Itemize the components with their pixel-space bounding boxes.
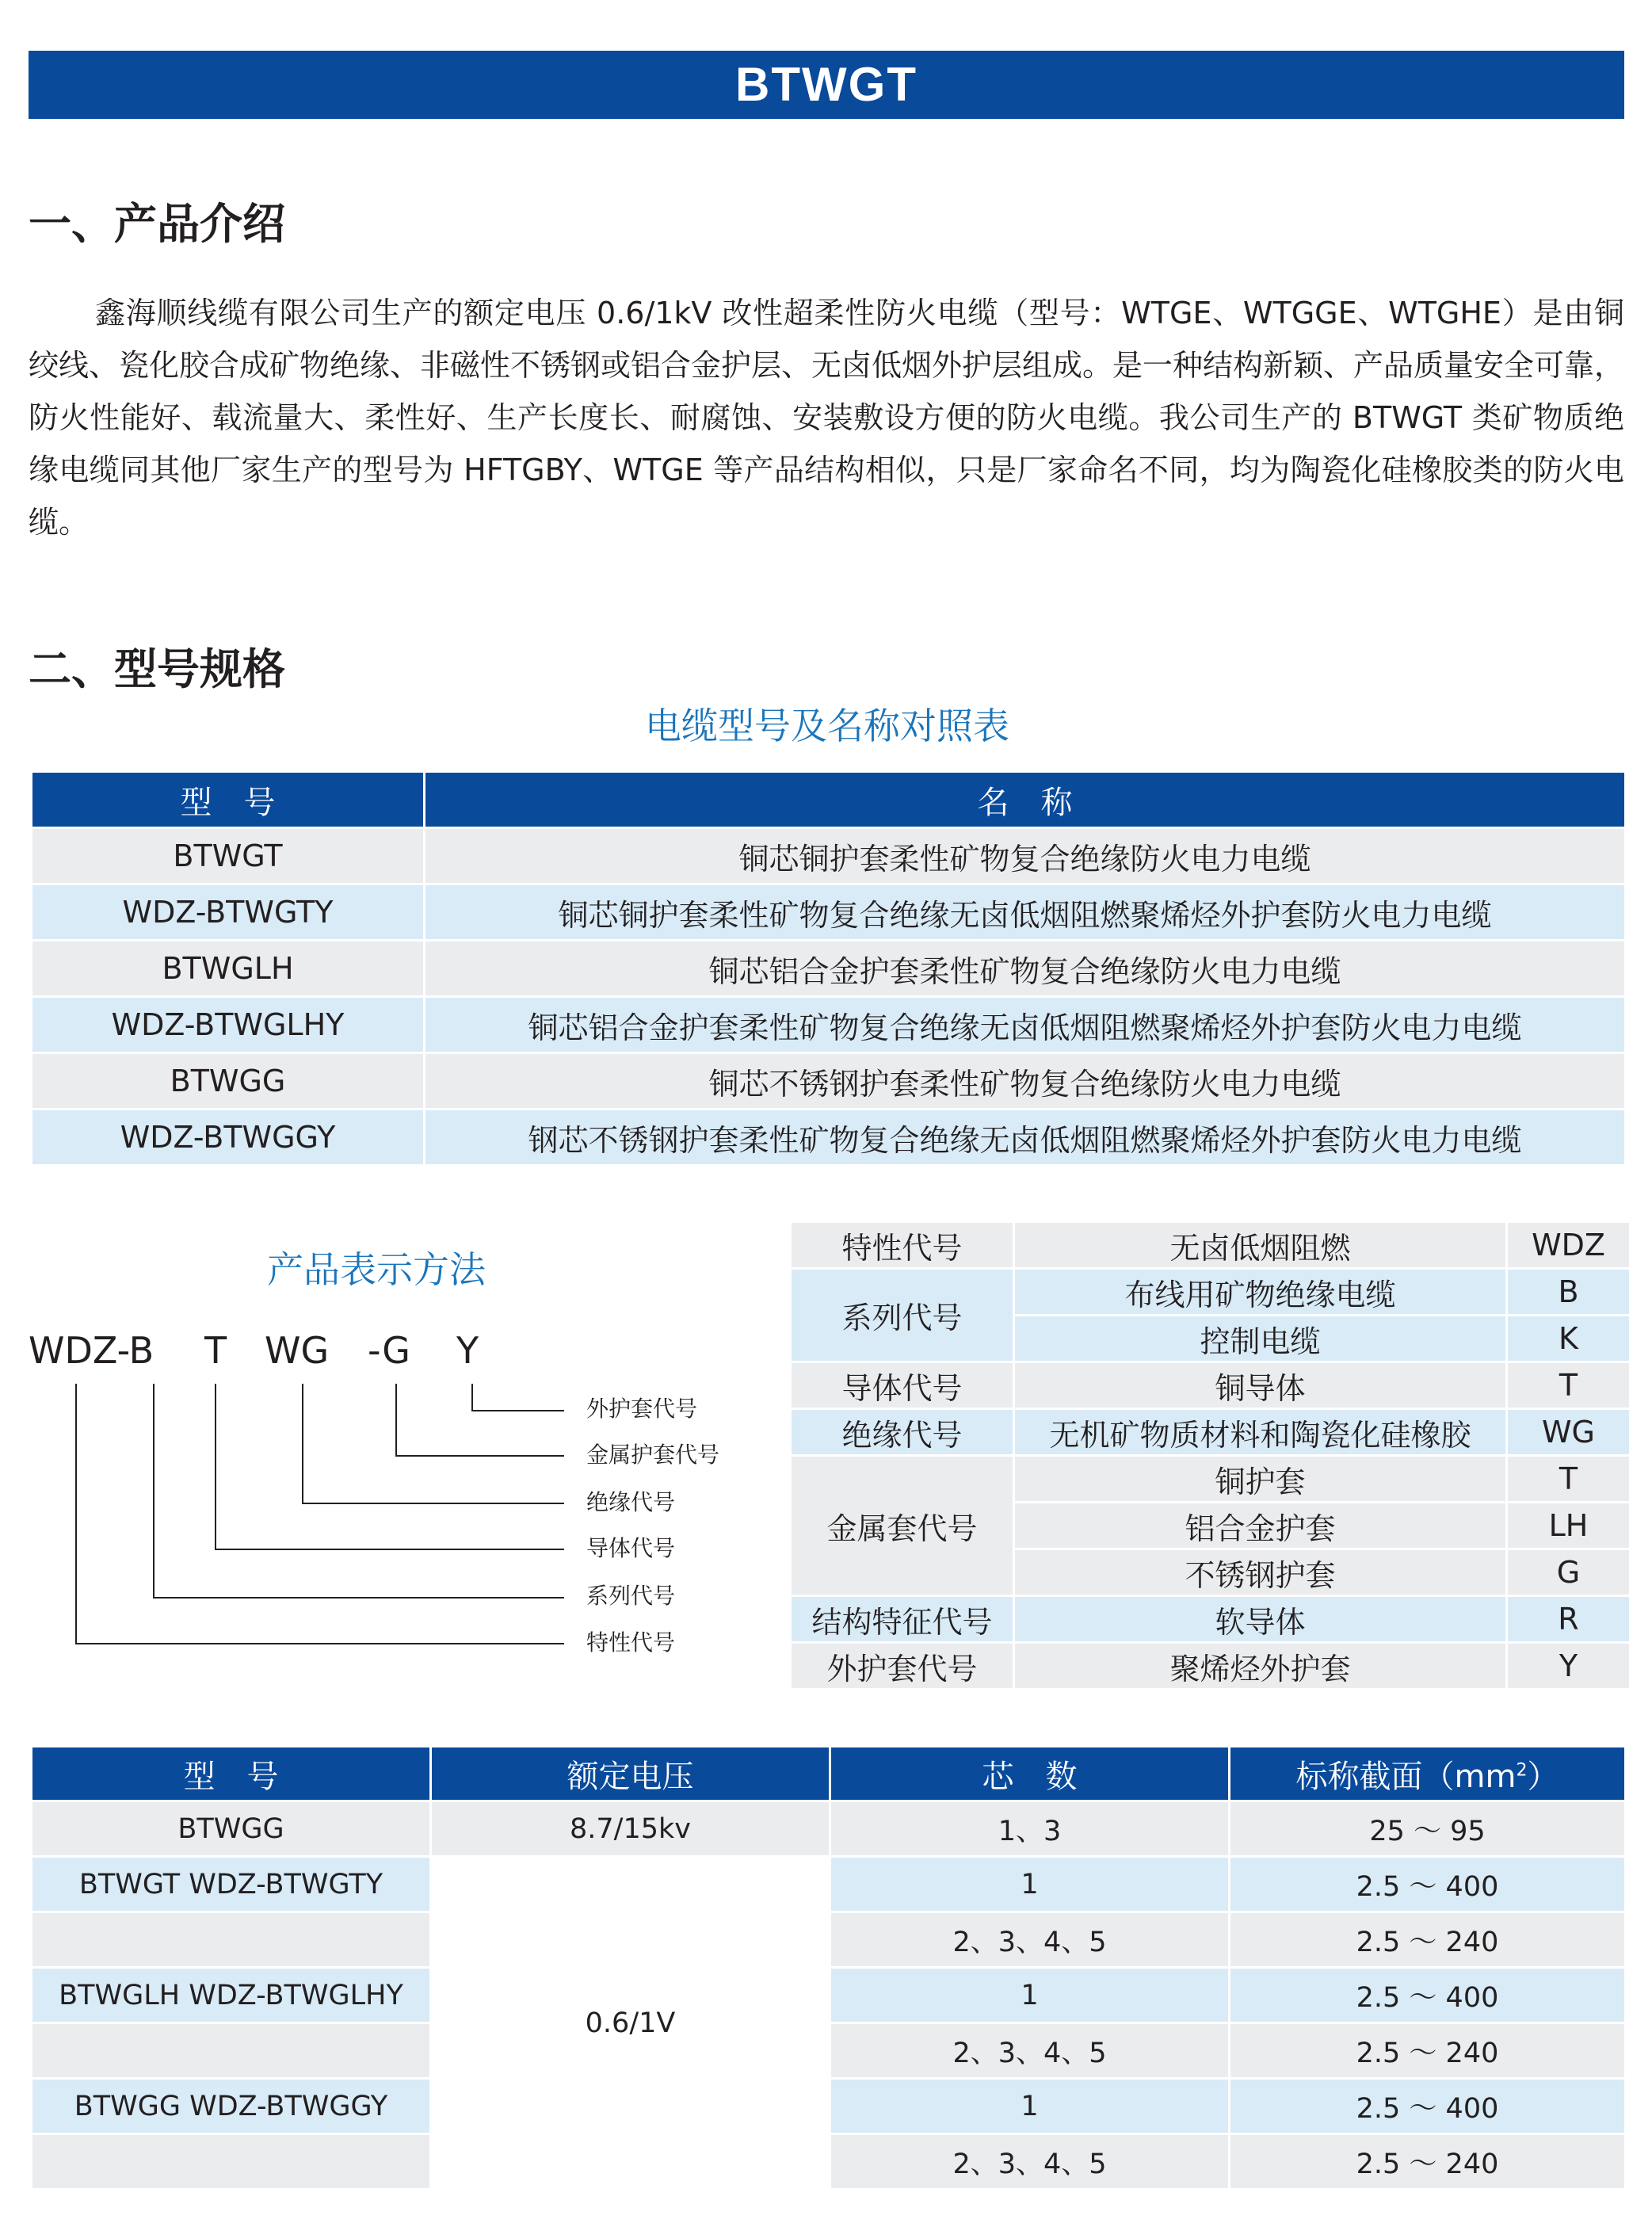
table-row (791, 1269, 1631, 1316)
cell-name: 铜芯铜护套柔性矿物复合绝缘无卤低烟阻燃聚烯烃外护套防火电力电缆 (425, 884, 1626, 941)
cell-cores: 2、3、4、5 (830, 2134, 1230, 2190)
connector-line-conductor (216, 1384, 564, 1549)
connector-line-insulation (303, 1384, 564, 1503)
table-row (32, 1801, 1626, 1857)
cell-section: 2.5 ～ 240 (1230, 2023, 1626, 2079)
header-section-close: ） (1527, 1758, 1559, 1795)
model-table-title: 电缆型号及名称对照表 (645, 705, 1009, 747)
label-feature-code: 特性代号 (586, 1629, 676, 1656)
cell-cores: 1 (830, 1968, 1230, 2023)
cell-model: WDZ-BTWGTY (32, 884, 425, 941)
code-value: T (1507, 1456, 1631, 1503)
cell-name: 钢芯不锈钢护套柔性矿物复合绝缘无卤低烟阻燃聚烯烃外护套防火电力电缆 (425, 1110, 1626, 1166)
spec-table (30, 1745, 1627, 2191)
code-description: 铝合金护套 (1014, 1503, 1507, 1549)
code-part-sheath: Y (456, 1329, 479, 1372)
code-value: B (1507, 1269, 1631, 1316)
table-row (791, 1643, 1631, 1690)
table-row (32, 941, 1626, 997)
code-category: 系列代号 (791, 1269, 1014, 1362)
header-model: 型 号 (32, 1747, 431, 1801)
cell-voltage: 0.6/1V (431, 1857, 830, 2190)
connector-line-feature (76, 1384, 564, 1644)
cell-model: BTWGLH WDZ-BTWGLHY (32, 1968, 431, 2023)
table-header-row (32, 1747, 1626, 1801)
code-category: 导体代号 (791, 1362, 1014, 1409)
label-conductor-code: 导体代号 (586, 1535, 676, 1561)
cell-name: 铜芯铝合金护套柔性矿物复合绝缘防火电力电缆 (425, 941, 1626, 997)
cell-model: BTWGG (32, 1801, 431, 1857)
table-row (791, 1456, 1631, 1503)
section-heading-models: 二、型号规格 (29, 644, 285, 694)
label-sheath-code: 外护套代号 (586, 1396, 698, 1422)
table-row (791, 1222, 1631, 1269)
representation-title: 产品表示方法 (267, 1248, 486, 1291)
connector-line-sheath (472, 1384, 564, 1411)
cell-model: BTWGT WDZ-BTWGTY (32, 1857, 431, 1912)
intro-text: 鑫海顺线缆有限公司生产的额定电压 0.6/1kV 改性超柔性防火电缆（型号：WTGE、WTGGE、WTGHE）是由铜绞线、瓷化胶合成矿物绝缘、非磁性不锈钢或铝合金护层、无卤低烟外护层组成。是一种结构新颖、产品质量安全可靠，防火性能好、载流量大、柔性好、生产长度长、耐腐蚀、安装敷设方便的防火电缆。我公司生产的 BTWGT 类矿物质绝缘电缆同其他厂家生产的型号为 HFTGBY、WTGE 等产品结构相似，只是厂家命名不同，均为陶瓷化硅橡胶类的防火电缆。 (29, 296, 1625, 540)
code-part-series: WDZ-B (29, 1329, 155, 1372)
header-model: 型 号 (32, 772, 425, 828)
code-value: R (1507, 1596, 1631, 1643)
cell-cores: 1、3 (830, 1801, 1230, 1857)
code-value: Y (1507, 1643, 1631, 1690)
header-voltage: 额定电压 (431, 1747, 830, 1801)
code-part-insulation: WG (265, 1329, 330, 1372)
header-section-superscript: 2 (1516, 1760, 1528, 1781)
cell-model (32, 1912, 431, 1968)
cell-name: 铜芯铝合金护套柔性矿物复合绝缘无卤低烟阻燃聚烯烃外护套防火电力电缆 (425, 997, 1626, 1053)
cell-section: 2.5 ～ 400 (1230, 2079, 1626, 2134)
table-row (32, 997, 1626, 1053)
intro-paragraph (29, 287, 1624, 548)
code-category: 外护套代号 (791, 1643, 1014, 1690)
cell-section: 2.5 ～ 400 (1230, 1857, 1626, 1912)
cell-model: BTWGG WDZ-BTWGGY (32, 2079, 431, 2134)
cell-model: WDZ-BTWGLHY (32, 997, 425, 1053)
section-heading-intro: 一、产品介绍 (29, 199, 285, 249)
code-value: WG (1507, 1409, 1631, 1456)
code-description: 布线用矿物绝缘电缆 (1014, 1269, 1507, 1316)
cell-voltage: 8.7/15kv (431, 1801, 830, 1857)
header-section-text: 标称截面（mm (1295, 1758, 1517, 1795)
code-description: 软导体 (1014, 1596, 1507, 1643)
cell-section: 2.5 ～ 240 (1230, 1912, 1626, 1968)
table-row (791, 1596, 1631, 1643)
code-description: 无卤低烟阻燃 (1014, 1222, 1507, 1269)
cell-model (32, 2134, 431, 2190)
code-category: 金属套代号 (791, 1456, 1014, 1596)
table-row (791, 1409, 1631, 1456)
cell-name: 铜芯不锈钢护套柔性矿物复合绝缘防火电力电缆 (425, 1053, 1626, 1110)
cell-cores: 1 (830, 2079, 1230, 2134)
header-name: 名 称 (425, 772, 1626, 828)
page-title: BTWGT (29, 51, 1624, 119)
cell-cores: 1 (830, 1857, 1230, 1912)
code-table (789, 1220, 1631, 1690)
code-description: 控制电缆 (1014, 1316, 1507, 1362)
code-value: K (1507, 1316, 1631, 1362)
code-description: 聚烯烃外护套 (1014, 1643, 1507, 1690)
code-value: WDZ (1507, 1222, 1631, 1269)
code-category: 特性代号 (791, 1222, 1014, 1269)
cell-model: BTWGT (32, 828, 425, 884)
table-row (32, 828, 1626, 884)
code-description: 铜护套 (1014, 1456, 1507, 1503)
cell-model: WDZ-BTWGGY (32, 1110, 425, 1166)
cell-model: BTWGLH (32, 941, 425, 997)
label-series-code: 系列代号 (586, 1583, 676, 1609)
table-row (32, 1857, 1626, 1912)
code-category: 结构特征代号 (791, 1596, 1014, 1643)
representation-diagram (0, 1220, 776, 1664)
table-row (32, 1110, 1626, 1166)
code-value: G (1507, 1549, 1631, 1596)
code-description: 铜导体 (1014, 1362, 1507, 1409)
cell-cores: 2、3、4、5 (830, 1912, 1230, 1968)
cell-section: 25 ～ 95 (1230, 1801, 1626, 1857)
code-part-conductor: T (204, 1329, 227, 1372)
label-insulation-code: 绝缘代号 (586, 1489, 676, 1515)
table-row (791, 1362, 1631, 1409)
code-value: LH (1507, 1503, 1631, 1549)
table-row (32, 884, 1626, 941)
cell-model (32, 2023, 431, 2079)
cell-cores: 2、3、4、5 (830, 2023, 1230, 2079)
cell-model: BTWGG (32, 1053, 425, 1110)
cell-section: 2.5 ～ 400 (1230, 1968, 1626, 2023)
cell-name: 铜芯铜护套柔性矿物复合绝缘防火电力电缆 (425, 828, 1626, 884)
code-category: 绝缘代号 (791, 1409, 1014, 1456)
header-section (1230, 1747, 1626, 1801)
code-description: 无机矿物质材料和陶瓷化硅橡胶 (1014, 1409, 1507, 1456)
cell-section: 2.5 ～ 240 (1230, 2134, 1626, 2190)
table-header-row (32, 772, 1626, 828)
model-name-table (30, 770, 1627, 1167)
code-value: T (1507, 1362, 1631, 1409)
connector-line-metal (396, 1384, 564, 1456)
code-description: 不锈钢护套 (1014, 1549, 1507, 1596)
label-metal-code: 金属护套代号 (586, 1442, 720, 1468)
header-cores: 芯 数 (830, 1747, 1230, 1801)
code-part-metal: -G (368, 1329, 410, 1372)
table-row (32, 1053, 1626, 1110)
